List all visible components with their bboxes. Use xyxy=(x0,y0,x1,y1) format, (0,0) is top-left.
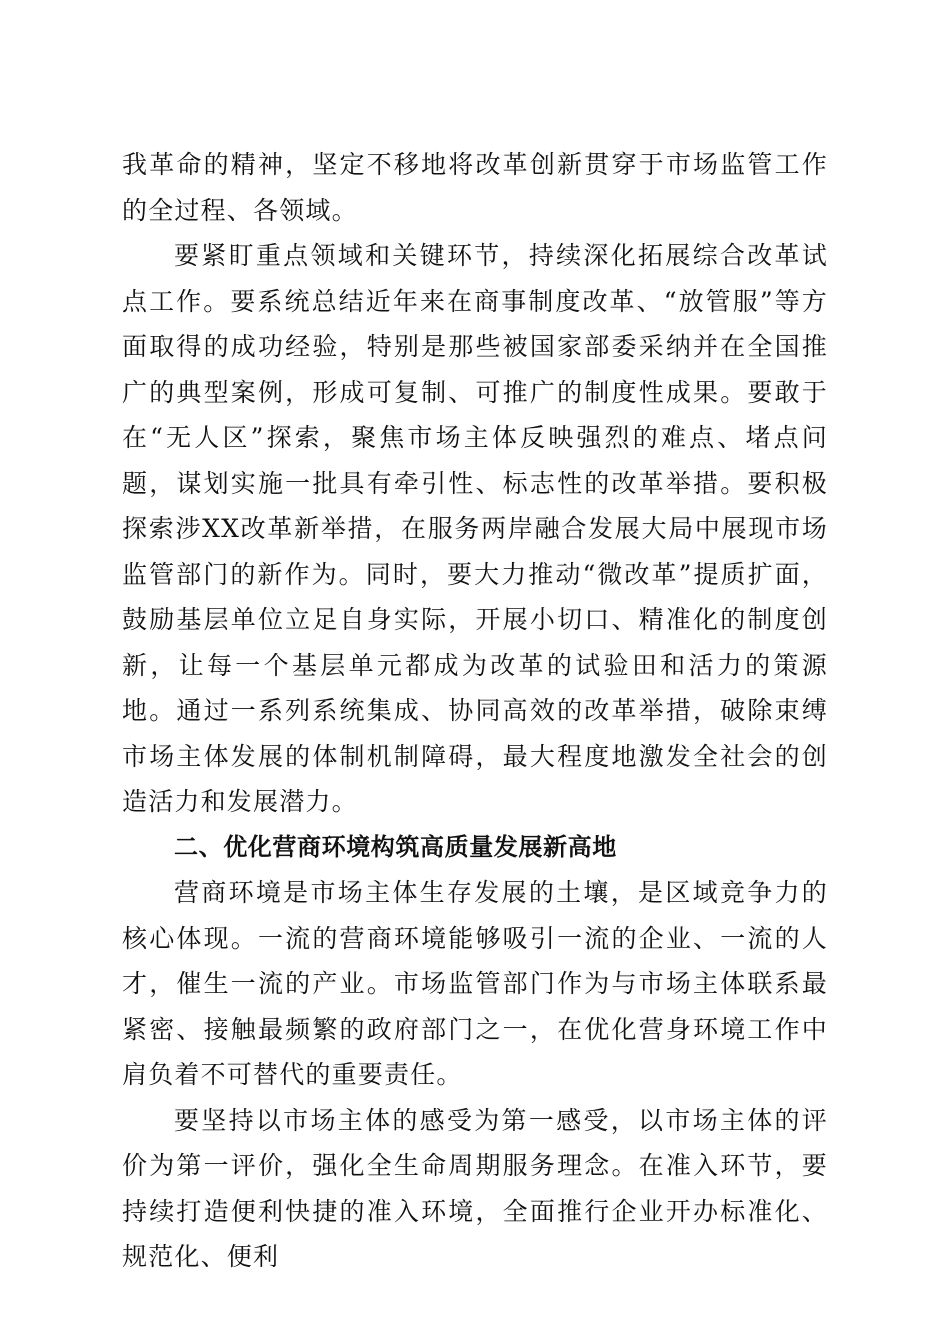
section-heading: 二、优化营商环境构筑高质量发展新高地 xyxy=(174,832,617,861)
paragraph-lifecycle-service: 要坚持以市场主体的感受为第一感受，以市场主体的评价为第一评价，强化全生命周期服务理念。在准入环节，要持续打造便利快捷的准入环境，全面推行企业开办标准化、规范化、便利 xyxy=(122,1105,828,1271)
paragraph-business-environment: 营商环境是市场主体生存发展的土壤，是区域竞争力的核心体现。一流的营商环境能够吸引一流的企业、一流的人才，催生一流的产业。市场监管部门作为与市场主体联系最紧密、接触最频繁的政府部门之一，在优化营身环境工作中肩负着不可替代的重要责任。 xyxy=(122,878,828,1089)
paragraph-reform-pilot: 要紧盯重点领域和关键环节，持续深化拓展综合改革试点工作。要系统总结近年来在商事制度改革、“放管服”等方面取得的成功经验，特别是那些被国家部委采纳并在全国推广的典型案例，形成可复制、可推广的制度性成果。要敢于在“无人区”探索，聚焦市场主体反映强烈的难点、堵点问题，谋划实施一批具有牵引性、标志性的改革举措。要积极探索涉XX改革新举措，在服务两岸融合发展大局中展现市场监管部门的新作为。同时，要大力推动“微改革”提质扩面，鼓励基层单位立足自身实际，开展小切口、精准化的制度创新，让每一个基层单元都成为改革的试验田和活力的策源地。通过一系列系统集成、协同高效的改革举措，破除束缚市场主体发展的体制机制障碍，最大程度地激发全社会的创造活力和发展潜力。 xyxy=(122,241,828,816)
paragraph-continuation: 我革命的精神，坚定不移地将改革创新贯穿于市场监管工作的全过程、各领域。 xyxy=(122,150,828,225)
document-body xyxy=(122,142,828,1280)
